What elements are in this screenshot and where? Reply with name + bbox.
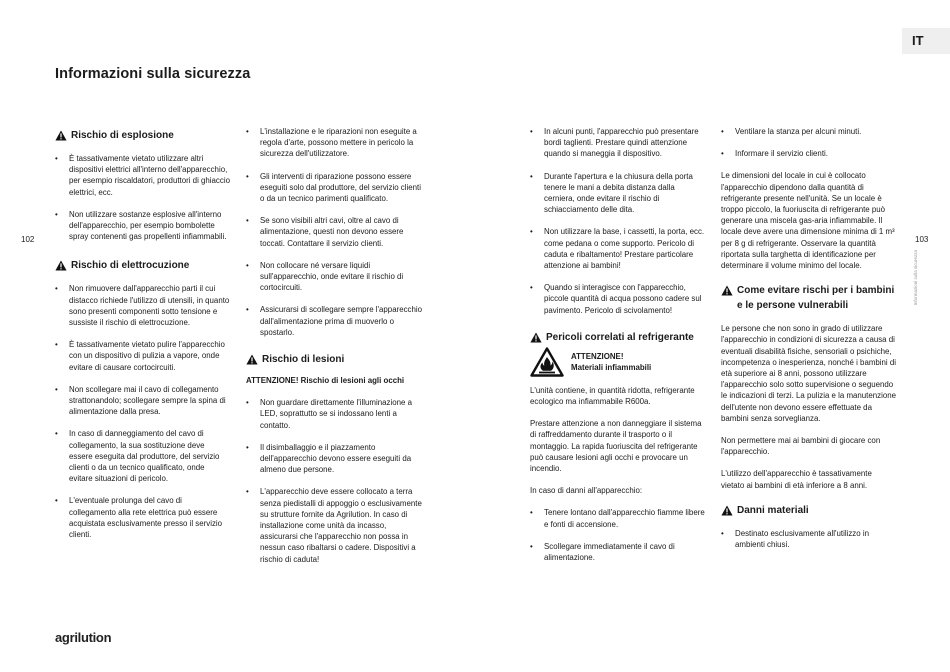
section-heading-lesioni bbox=[246, 352, 424, 367]
list-item: • Se sono visibili altri cavi, oltre al cavo di alimentazione, questi non devono essere toccati. Contattare il servizio clienti. bbox=[246, 215, 424, 249]
list-item: • L'eventuale prolunga del cavo di collegamento alla rete elettrica può essere acquistata esclusivamente presso il servizio clienti. bbox=[55, 495, 230, 540]
list-item: • Durante l'apertura e la chiusura della porta tenere le mani a debita distanza dalla cerniera, onde evitare il rischio di schiacciamento delle dita. bbox=[530, 171, 707, 216]
list-esplosione bbox=[55, 153, 230, 242]
warning-icon bbox=[55, 260, 67, 271]
heading-text: Pericoli correlati al refrigerante bbox=[546, 331, 694, 343]
paragraph: L'unità contiene, in quantità ridotta, refrigerante ecologico ma infiammabile R600a. bbox=[530, 385, 695, 407]
list-item: • Ventilare la stanza per alcuni minuti. bbox=[721, 126, 897, 137]
heading-text: Danni materiali bbox=[737, 504, 809, 516]
list-item: • È tassativamente vietato pulire l'apparecchio con un dispositivo di pulizia a vapore, onde evitare di causare cortocircuiti. bbox=[55, 339, 230, 373]
paragraph: Prestare attenzione a non danneggiare il sistema di raffreddamento durante il trasporto o il montaggio. La rapida fuoriuscita del refrigerante può causare lesioni agli occhi e provocare un incendio. bbox=[530, 419, 702, 474]
section-heading-esplosione bbox=[55, 128, 230, 143]
list-item: • Informare il servizio clienti. bbox=[721, 148, 897, 159]
list-danni bbox=[721, 528, 897, 550]
list-bordi bbox=[530, 126, 707, 316]
flammable-icon bbox=[530, 347, 564, 377]
warning-icon bbox=[246, 354, 258, 365]
column-3 bbox=[530, 126, 707, 574]
list-item: • Non guardare direttamente l'illuminazione a LED, soprattutto se si indossano lenti a contatto. bbox=[246, 397, 424, 431]
list-item: • L'installazione e le riparazioni non eseguite a regola d'arte, possono mettere in pericolo la sicurezza dell'utilizzatore. bbox=[246, 126, 424, 160]
warning-icon bbox=[55, 130, 67, 141]
section-heading-refrigerante bbox=[530, 330, 707, 345]
list-item: • In caso di danneggiamento del cavo di collegamento, la sua sostituzione deve essere eseguita dal produttore, del servizio clienti o da un tecnico qualificato, onde evitare situazioni di pericolo. bbox=[55, 428, 230, 484]
list-item: • Scollegare immediatamente il cavo di alimentazione. bbox=[530, 541, 707, 563]
column-4 bbox=[721, 126, 897, 561]
paragraph: Le persone che non sono in grado di utilizzare l'apparecchio in condizioni di sicurezza a causa di eventuali disabilità fisiche, sensoriali o psichiche, incompetenza o inesperienza, nonché i bambini di età superiore ai 8 anni, possono utilizzare l'apparecchio solo sotto supervisione o seguendo le indicazioni di terzi. La pulizia e la manutenzione dell'utente non devono essere effettuate da bambini senza sorveglianza. bbox=[721, 324, 897, 423]
heading-text: Come evitare rischi per i bambini e le persone vulnerabili bbox=[737, 285, 895, 312]
language-tab: IT bbox=[902, 28, 950, 54]
list-item: • È tassativamente vietato utilizzare altri dispositivi elettrici all'interno dell'apparecchio, per esempio riscaldatori, produttori di ghiaccio elettrici, ecc. bbox=[55, 153, 230, 198]
heading-text: Rischio di esplosione bbox=[71, 130, 174, 141]
list-item: • Non scollegare mai il cavo di collegamento strattonandolo; scollegare sempre la spina di alimentazione dalla presa. bbox=[55, 384, 230, 418]
hazard-line-2: Materiali infiammabili bbox=[571, 363, 652, 373]
warning-icon bbox=[721, 505, 733, 516]
paragraph: In caso di danni all'apparecchio: bbox=[530, 486, 643, 496]
flammable-warning bbox=[530, 347, 707, 377]
page-number-left: 102 bbox=[21, 235, 35, 244]
list-item: • Non rimuovere dall'apparecchio parti il cui distacco richiede l'utilizzo di utensili, in quanto sono presenti componenti sotto tensione e sussiste il rischio di elettrocuzione. bbox=[55, 283, 230, 328]
warning-icon bbox=[721, 285, 733, 296]
list-item: • Assicurarsi di scollegare sempre l'apparecchio dall'alimentazione prima di muoverlo o spostarlo. bbox=[246, 304, 424, 338]
paragraph: Le dimensioni del locale in cui è collocato l'apparecchio dipendono dalla quantità di refrigerante presente nell'unità. Se un locale è troppo piccolo, la fuoriuscita di refrigerante può generare una miscela gas-aria infiammabile. Il locale deve avere una dimensione minima di 1 m³ per 8 g di refrigerante. Osservare la quantità riportata sulla targhetta di identificazione per determinare il volume minimo del locale. bbox=[721, 171, 895, 271]
column-2 bbox=[246, 126, 424, 576]
page-title: Informazioni sulla sicurezza bbox=[55, 66, 251, 82]
list-item: • Non collocare né versare liquidi sull'apparecchio, onde evitare il rischio di cortocircuiti. bbox=[246, 260, 424, 294]
list-ventilare bbox=[721, 126, 897, 159]
section-heading-elettrocuzione bbox=[55, 258, 230, 273]
list-refrigerante bbox=[530, 507, 707, 563]
warning-subheading: ATTENZIONE! Rischio di lesioni agli occhi bbox=[246, 376, 405, 386]
hazard-line-1: ATTENZIONE! bbox=[571, 351, 624, 361]
section-heading-danni bbox=[721, 503, 897, 518]
list-item: • Quando si interagisce con l'apparecchio, piccole quantità di acqua possono cadere sul pavimento. Pericolo di scivolamento! bbox=[530, 282, 707, 316]
list-item: • Il disimballaggio e il piazzamento dell'apparecchio devono essere eseguiti da almeno due persone. bbox=[246, 442, 424, 476]
list-installazione bbox=[246, 126, 424, 338]
list-elettrocuzione bbox=[55, 283, 230, 540]
paragraph: L'utilizzo dell'apparecchio è tassativamente vietato ai bambini di età inferiore a 8 anni. bbox=[721, 469, 872, 490]
warning-icon bbox=[530, 332, 542, 343]
side-section-label: Informazioni sulla sicurezza bbox=[913, 250, 918, 306]
page-number-right: 103 bbox=[915, 235, 929, 244]
paragraph: Non permettere mai ai bambini di giocare con l'apparecchio. bbox=[721, 436, 881, 457]
list-item: • Non utilizzare sostanze esplosive all'interno dell'apparecchio, per esempio bombolette spray contenenti gas propellenti infiammabili. bbox=[55, 209, 230, 243]
list-item: • Gli interventi di riparazione possono essere eseguiti solo dal produttore, del servizio clienti o da un tecnico parimenti qualificato. bbox=[246, 171, 424, 205]
list-item: • L'apparecchio deve essere collocato a terra senza piedistalli di appoggio o esclusivamente su strutture fornite da Agrilution. In caso di installazione come unità da incasso, assicurarsi che l'apparecchio non possa in nessun caso ribaltarsi o cadere. Dispositivi a rischio di caduta! bbox=[246, 486, 424, 564]
brand-logo: agrilution bbox=[55, 630, 112, 645]
list-item: • In alcuni punti, l'apparecchio può presentare bordi taglienti. Prestare quindi attenzione quando si maneggia il dispositivo. bbox=[530, 126, 707, 160]
column-1 bbox=[55, 128, 230, 551]
list-lesioni bbox=[246, 397, 424, 565]
list-item: • Tenere lontano dall'apparecchio fiamme libere e fonti di accensione. bbox=[530, 507, 707, 529]
section-heading-bambini bbox=[721, 283, 897, 313]
list-item: • Non utilizzare la base, i cassetti, la porta, ecc. come pedana o come supporto. Pericolo di caduta e ribaltamento! Prestare particolare attenzione ai bambini! bbox=[530, 226, 707, 271]
heading-text: Rischio di lesioni bbox=[262, 354, 345, 366]
flammable-warning-text bbox=[571, 351, 651, 373]
heading-text: Rischio di elettrocuzione bbox=[71, 260, 190, 272]
list-item: • Destinato esclusivamente all'utilizzo in ambienti chiusi. bbox=[721, 528, 897, 550]
